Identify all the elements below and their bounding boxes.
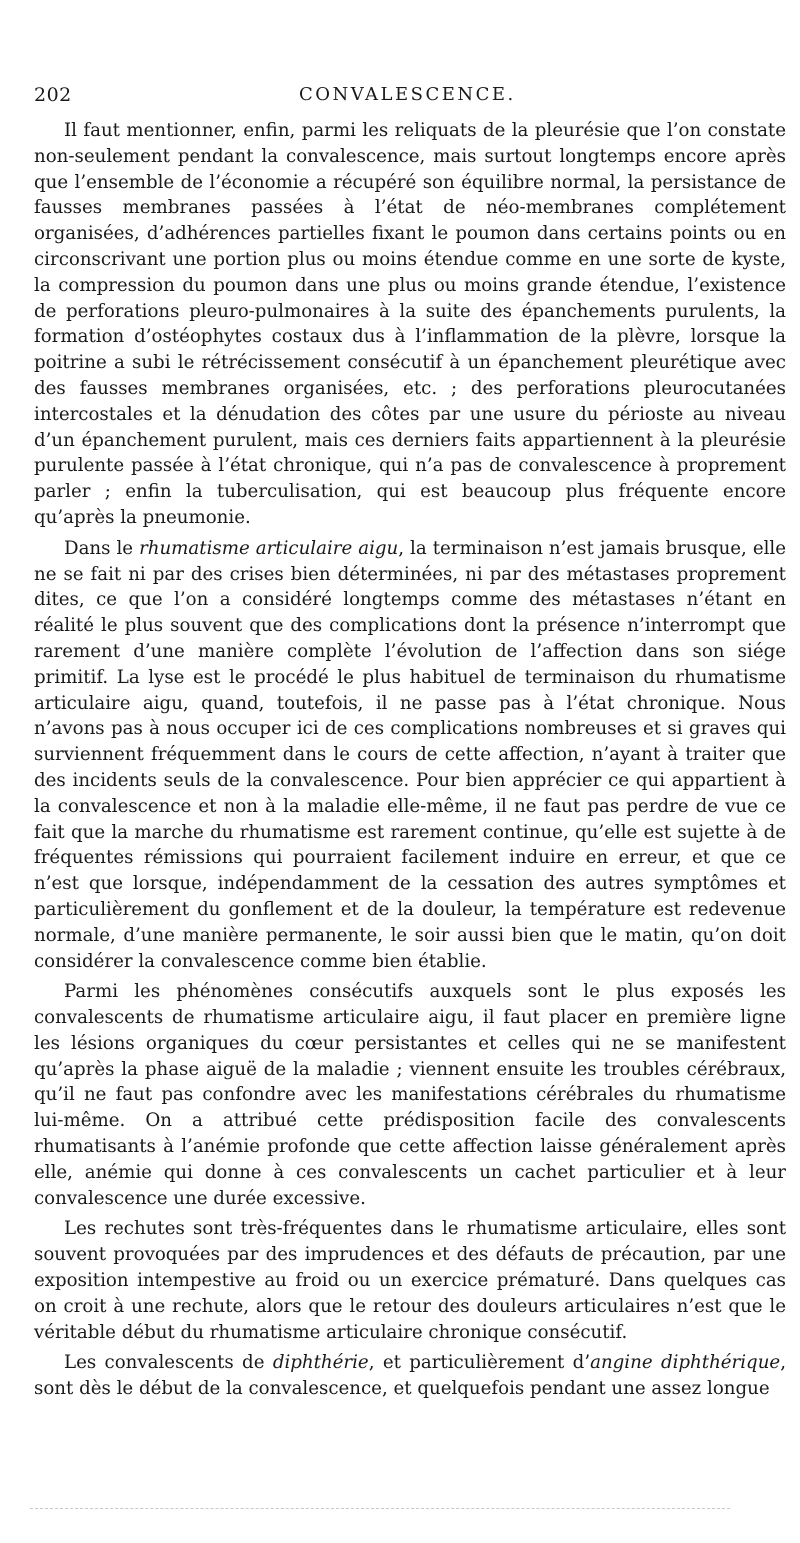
bottom-divider <box>30 1508 730 1509</box>
paragraph-rhumatisme-lead: Dans le <box>64 537 140 559</box>
paragraph-pleuresie: Il faut mentionner, enfin, parmi les reliquats de la pleurésie que l’on constate non-seulement pendant la convalescence, mais surtout longtemps encore après que l’ensemble de l’économie a récupéré son équilibre normal, la persistance de fausses membranes passées à l’état de néo-membranes complétement organisées, d’adhérences partielles fixant le poumon dans certains points ou en circonscrivant une portion plus ou moins étendue comme en une sorte de kyste, la compression du poumon dans une plus ou moins grande étendue, l’existence de perforations pleuro-pulmonaires à la suite des épanchements purulents, la formation d’ostéophytes costaux dus à l’inflammation de la plèvre, lorsque la poitrine a subi le rétrécissement consécutif à un épanchement pleurétique avec des fausses membranes organisées, etc. ; des perforations pleurocutanées intercostales et la dénudation des côtes par une usure du périoste au niveau d’un épanchement purulent, mais ces derniers faits appartiennent à la pleurésie purulente passée à l’état chronique, qui n’a pas de convalescence à proprement parler ; enfin la tuberculisation, qui est beaucoup plus fréquente encore qu’après la pneumonie. <box>34 120 786 528</box>
page-header <box>34 84 786 112</box>
term-diphtherie: diphthérie <box>272 1352 369 1374</box>
term-angine-diphtherique: angine diphthérique <box>590 1352 781 1374</box>
paragraph-rechutes: Les rechutes sont très-fréquentes dans le rhumatisme articulaire, elles sont souvent provoquées par des imprudences et des défauts de précaution, par une exposition intempestive au froid ou un exercice prématuré. Dans quelques cas on croit à une rechute, alors que le retour des douleurs articulaires n’est que le véritable début du rhumatisme articulaire chronique consécutif. <box>34 1218 786 1343</box>
paragraph-diphtherie-lead: Les convalescents de <box>64 1352 273 1374</box>
paragraph-diphtherie-body: , sont dès le début de la convalescence, et quelquefois pendant une assez longue <box>34 1352 786 1400</box>
paragraph-diphtherie-middle: , et particulièrement d’ <box>368 1352 591 1374</box>
paragraph-diphtherie <box>34 1350 786 1402</box>
book-page <box>34 0 786 1543</box>
page-number: 202 <box>34 84 72 106</box>
running-head: CONVALESCENCE. <box>299 84 516 105</box>
term-rhumatisme-articulaire-aigu: rhumatisme articulaire aigu <box>139 537 399 559</box>
paragraph-rhumatisme-body: , la terminaison n’est jamais brusque, elle ne se fait ni par des crises bien déterminées, ni par des métastases proprement dites, ce que l’on a considéré longtemps comme des métastases n’étant en réalité le plus souvent que des complications dont la présence n’interrompt que rarement d’une manière complète l’évolution de l’affection dans son siége primitif. La lyse est le procédé le plus habituel de terminaison du rhumatisme articulaire aigu, quand, toutefois, il ne passe pas à l’état chronique. Nous n’avons pas à nous occuper ici de ces complications nombreuses et si graves qui surviennent fréquemment dans le cours de cette affection, n’ayant à traiter que des incidents seuls de la convalescence. Pour bien apprécier ce qui appartient à la convalescence et non à la maladie elle-même, il ne faut pas perdre de vue ce fait que la marche du rhumatisme est rarement continue, qu’elle est sujette à de fréquentes rémissions qui pourraient facilement induire en erreur, et que ce n’est que lorsque, indépendamment de la cessation des autres symptômes et particulièrement du gonflement et de la douleur, la température est redevenue normale, d’une manière permanente, le soir aussi bien que le matin, qu’on doit considérer la convalescence comme bien établie. <box>34 537 786 972</box>
paragraph-rhumatisme <box>34 536 786 975</box>
paragraph-phenomenes-consecutifs: Parmi les phénomènes consécutifs auxquels sont le plus exposés les convalescents de rhumatisme articulaire aigu, il faut placer en première ligne les lésions organiques du cœur persistantes et celles qui ne se manifestent qu’après la phase aiguë de la maladie ; viennent ensuite les troubles cérébraux, qu’il ne faut pas confondre avec les manifestations cérébrales du rhumatisme lui-même. On a attribué cette prédisposition facile des convalescents rhumatisants à l’anémie profonde que cette affection laisse généralement après elle, anémie qui donne à ces convalescents un cachet particulier et à leur convalescence une durée excessive. <box>34 981 786 1209</box>
body-text <box>34 118 786 1402</box>
